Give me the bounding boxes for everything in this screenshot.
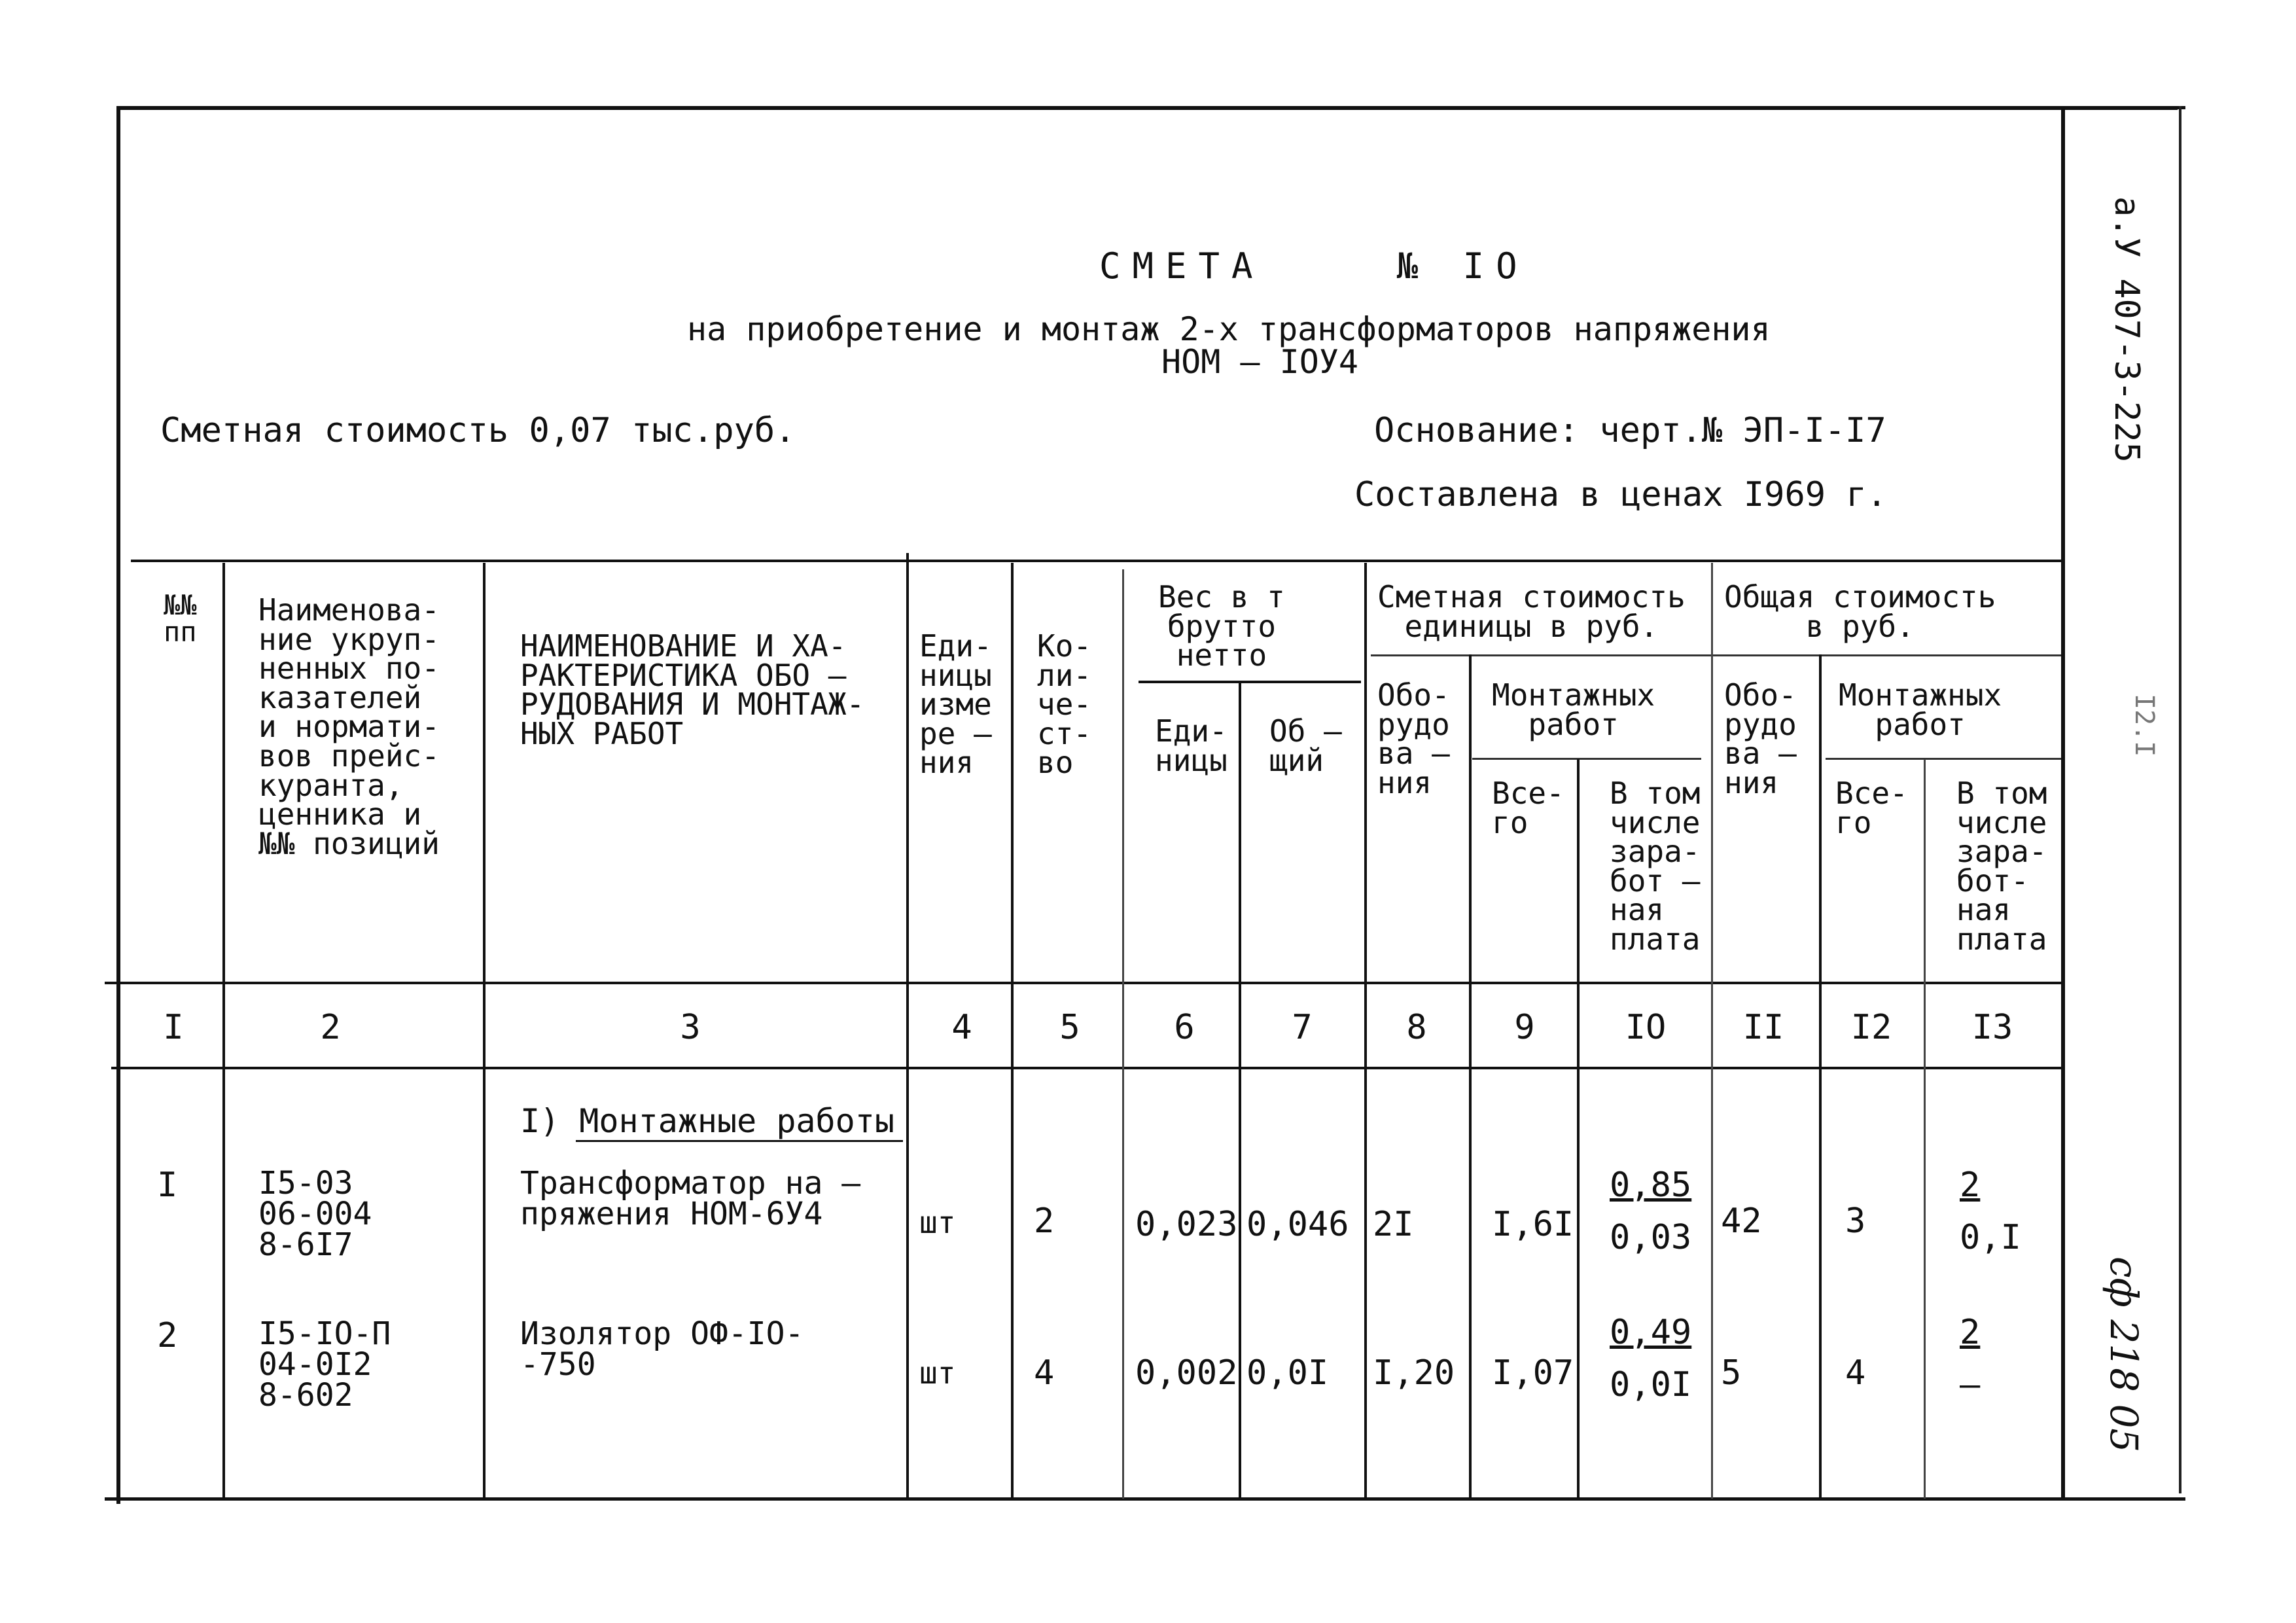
column-number: 9: [1514, 1008, 1535, 1047]
column-number: 5: [1059, 1008, 1080, 1047]
table-top-line: [131, 560, 2061, 562]
row-mount-unit-wage-bottom: 0,03: [1610, 1218, 1692, 1257]
row-mount-total-wage-top: 2: [1960, 1166, 1981, 1205]
side-code-bottom: сф 218 05: [2102, 1257, 2146, 1453]
row-weight-unit: 0,023: [1135, 1205, 1238, 1244]
column-number: I3: [1971, 1008, 2013, 1047]
column-number: IO: [1625, 1008, 1667, 1047]
frame-left-border: [116, 106, 120, 1504]
col-line-9: [1577, 759, 1580, 1499]
document-subtitle-model: НОМ – IOУ4: [1161, 343, 1359, 381]
header-quantity: Ко- ли- че- ст- во: [1037, 628, 1092, 781]
header-weight-group: Вес в т брутто нетто: [1158, 579, 1285, 673]
stamp-right-border: [2179, 106, 2181, 1493]
row-norm-code: I5-IO-П 04-0I2 8-602: [258, 1315, 391, 1414]
column-number: 7: [1292, 1008, 1313, 1047]
section-title-underline: [576, 1140, 903, 1142]
frame-bottom-border: [105, 1497, 2185, 1501]
column-number: 8: [1406, 1008, 1427, 1047]
row-mount-total-wage-bottom: –: [1960, 1365, 1981, 1404]
header-equipment-unit: Обо- рудо ва – ния: [1377, 677, 1450, 800]
col-line-11: [1819, 654, 1822, 1499]
column-number: I: [163, 1008, 184, 1047]
row-norm-code: I5-03 06-004 8-6I7: [258, 1165, 372, 1264]
row-mount-unit-total: I,07: [1492, 1353, 1574, 1393]
unit-cost-subline: [1371, 654, 2061, 656]
col-line-1: [222, 563, 225, 1499]
row-mount-total: 3: [1845, 1202, 1866, 1241]
row-name: Изолятор ОФ-IO- -750: [520, 1315, 804, 1383]
column-number: I2: [1850, 1008, 1892, 1047]
row-weight-unit: 0,002: [1135, 1353, 1238, 1393]
col-line-8: [1469, 654, 1472, 1499]
document-subtitle: на приобретение и монтаж 2-х трансформаторов напряжения: [687, 310, 1771, 348]
col-line-10: [1711, 563, 1713, 1499]
header-name: НАИМЕНОВАНИЕ И ХА- РАКТЕРИСТИКА ОБО – РУДОВАНИЯ И МОНТАЖ- НЫХ РАБОТ: [520, 628, 865, 751]
column-numbers-line: [111, 1067, 2061, 1069]
column-number: 6: [1174, 1008, 1195, 1047]
row-equipment-unit: I,20: [1373, 1353, 1455, 1393]
row-mount-unit-wage-bottom: 0,0I: [1610, 1365, 1692, 1404]
column-number: 2: [320, 1008, 341, 1047]
header-mount-total-group: Монтажных работ: [1839, 677, 2002, 742]
header-bottom-line: [105, 982, 2061, 984]
frame-right-border: [2061, 106, 2065, 1500]
header-number: №№ пп: [164, 589, 197, 648]
col-line-12: [1924, 759, 1926, 1499]
stamp-top-border: [2061, 106, 2185, 109]
row-quantity: 4: [1034, 1353, 1055, 1393]
row-equipment-total: 5: [1721, 1353, 1742, 1393]
row-unit: шт: [919, 1205, 956, 1240]
col-line-5: [1122, 569, 1124, 1499]
row-mount-total-wage-bottom: 0,I: [1960, 1218, 2021, 1257]
row-number: I: [157, 1166, 178, 1205]
row-name: Трансформатор на – пряжения НОМ-6У4: [520, 1165, 861, 1233]
header-equipment-total: Обо- рудо ва – ния: [1724, 677, 1797, 800]
side-code-mid: І2.І: [2129, 694, 2159, 757]
document-title: СМЕТА № IO: [1099, 245, 1529, 287]
row-unit: шт: [919, 1355, 956, 1391]
column-number: II: [1742, 1008, 1784, 1047]
estimated-cost: Сметная стоимость 0,07 тыс.руб.: [160, 411, 796, 450]
header-weight-unit: Еди- ницы: [1155, 713, 1227, 778]
column-number: 3: [680, 1008, 701, 1047]
frame-top-border: [116, 106, 2178, 110]
col-line-7: [1364, 563, 1367, 1499]
row-mount-unit-total: I,6I: [1492, 1205, 1574, 1244]
row-mount-total-wage-top: 2: [1960, 1313, 1981, 1352]
col-line-6: [1239, 681, 1241, 1499]
header-mount-unit-total: Все- го: [1492, 776, 1564, 840]
price-year: Составлена в ценах I969 г.: [1354, 475, 1887, 514]
row-mount-unit-wage-top: 0,49: [1610, 1313, 1692, 1352]
col-line-4: [1011, 563, 1014, 1499]
col-line-2: [483, 563, 486, 1499]
row-equipment-total: 42: [1721, 1202, 1762, 1241]
row-equipment-unit: 2I: [1373, 1205, 1414, 1244]
weight-netto-line: [1139, 681, 1361, 683]
row-number: 2: [157, 1316, 178, 1355]
mount-total-subline: [1826, 758, 2061, 760]
col-line-3: [906, 553, 909, 1499]
header-mount-unit-group: Монтажных работ: [1492, 677, 1655, 742]
row-weight-total: 0,046: [1246, 1205, 1349, 1244]
column-number: 4: [951, 1008, 972, 1047]
row-quantity: 2: [1034, 1202, 1055, 1241]
header-mount-total-wage: В том числе зара- бот- ная плата: [1956, 776, 2047, 957]
header-unit-cost-group: Сметная стоимость единицы в руб.: [1377, 579, 1686, 644]
header-mount-unit-wage: В том числе зара- бот – ная плата: [1610, 776, 1701, 957]
side-code-top: а.У 407-3-225: [2107, 196, 2146, 463]
row-weight-total: 0,0I: [1246, 1353, 1329, 1393]
header-unit: Еди- ницы изме ре – ния: [919, 628, 992, 781]
header-mount-total-all: Все- го: [1835, 776, 1908, 840]
basis-drawing: Основание: черт.№ ЭП-I-I7: [1374, 411, 1886, 450]
row-mount-unit-wage-top: 0,85: [1610, 1166, 1692, 1205]
mount-unit-subline: [1472, 758, 1701, 760]
header-norm-code: Наименова- ние укруп- ненных по- казателей и нормати- вов прейс- куранта, ценника и №№ позиций: [258, 592, 440, 861]
header-total-cost-group: Общая стоимость в руб.: [1724, 579, 1996, 644]
header-weight-total: Об – щий: [1269, 713, 1342, 778]
row-mount-total: 4: [1845, 1353, 1866, 1393]
section-title: I) Монтажные работы: [520, 1102, 894, 1140]
